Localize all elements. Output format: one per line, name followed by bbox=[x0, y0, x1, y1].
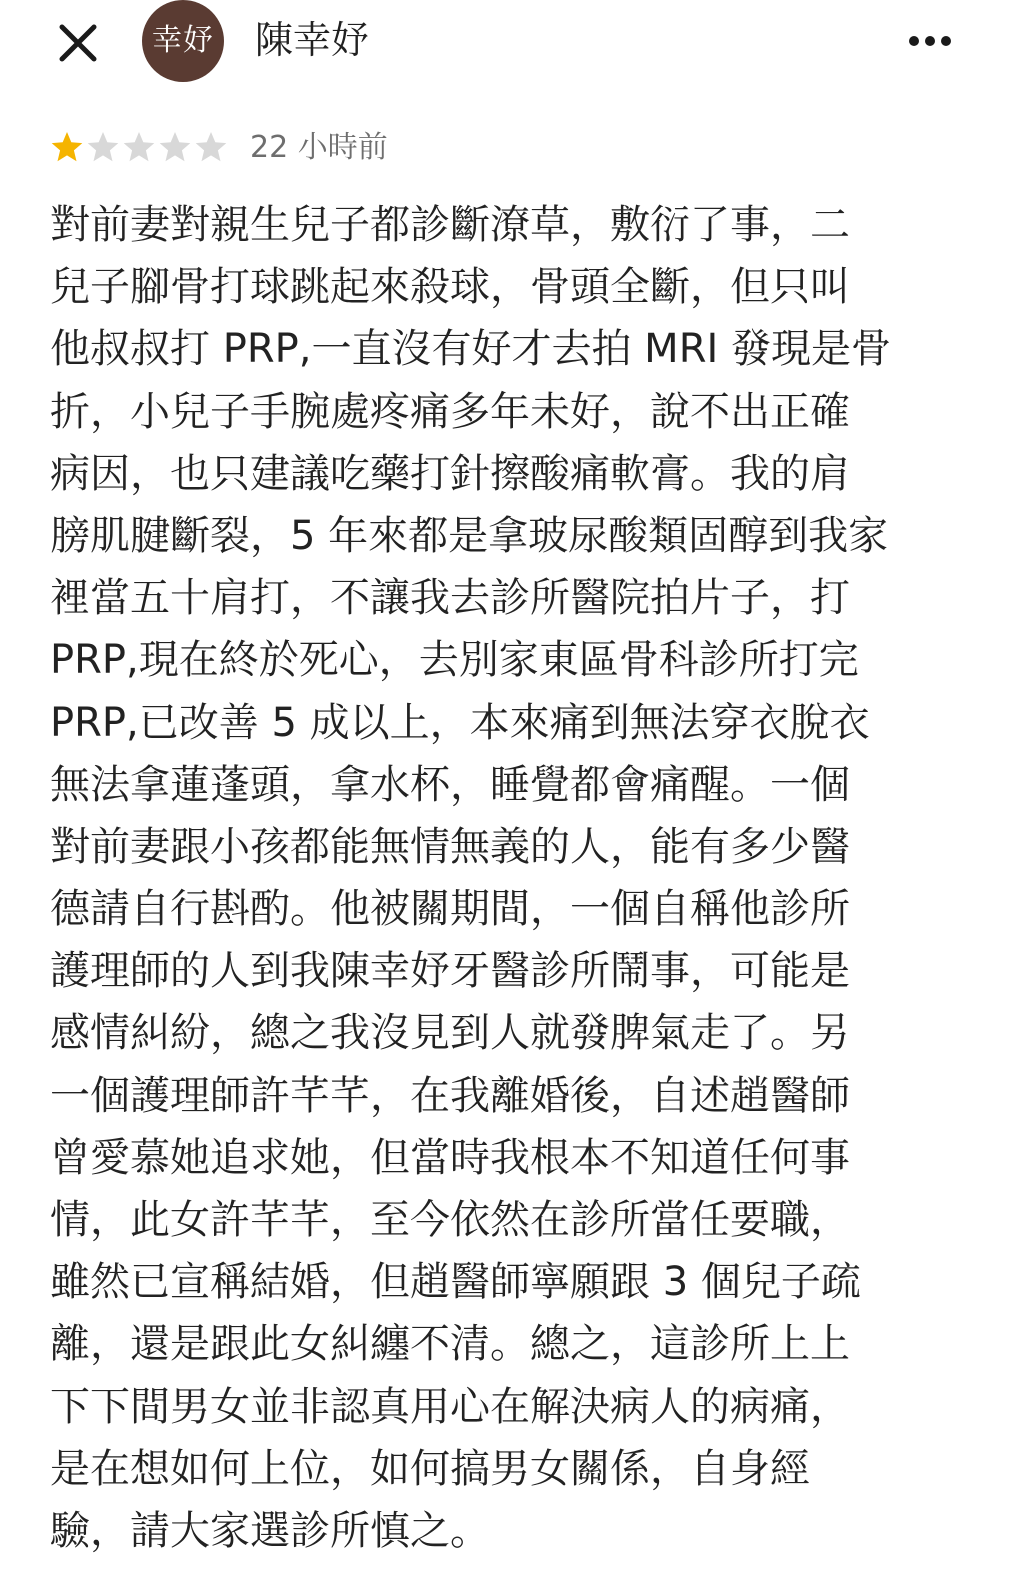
review-line: 病因，也只建議吃藥打針擦酸痛軟膏。我的肩 bbox=[50, 450, 850, 497]
star-empty-icon bbox=[122, 130, 156, 164]
review-line: 是在想如何上位，如何搞男女關係，自身經 bbox=[50, 1445, 810, 1492]
review-line: 情，此女許芊芊，至今依然在診所當任要職， bbox=[50, 1197, 850, 1243]
review-line: 護理師的人到我陳幸妤牙醫診所鬧事，可能是 bbox=[50, 948, 850, 995]
star-empty-icon bbox=[158, 130, 192, 164]
review-time: 22 小時前 bbox=[250, 130, 388, 165]
user-name[interactable]: 陳幸妤 bbox=[255, 18, 370, 62]
review-line: 折，小兒子手腕處疼痛多年未好，說不出正確 bbox=[50, 388, 850, 435]
rating-row bbox=[50, 128, 550, 168]
review-line: 德請自行斟酌。他被關期間，一個自稱他診所 bbox=[50, 886, 850, 933]
review-line: 對前妻跟小孩都能無情無義的人，能有多少醫 bbox=[50, 823, 850, 870]
more-icon bbox=[902, 25, 958, 57]
review-text bbox=[50, 194, 970, 1562]
review-line: 裡當五十肩打，不讓我去診所醫院拍片子，打 bbox=[50, 575, 850, 622]
review-line: PRP,現在終於死心，去別家東區骨科診所打完 bbox=[50, 637, 859, 684]
review-line: 兒子腳骨打球跳起來殺球，骨頭全斷，但只叫 bbox=[50, 264, 850, 311]
star-empty-icon bbox=[194, 130, 228, 164]
review-line: 無法拿蓮蓬頭，拿水杯，睡覺都會痛醒。一個 bbox=[50, 761, 850, 808]
review-header bbox=[0, 0, 1024, 100]
review-line: 一個護理師許芊芊，在我離婚後，自述趙醫師 bbox=[50, 1072, 850, 1119]
star-rating bbox=[50, 130, 228, 166]
review-line: PRP,已改善 5 成以上，本來痛到無法穿衣脫衣 bbox=[50, 699, 870, 746]
close-button[interactable] bbox=[50, 15, 106, 71]
star-empty-icon bbox=[86, 130, 120, 164]
review-line: 對前妻對親生兒子都診斷潦草，敷衍了事，二 bbox=[50, 202, 850, 248]
review-line: 曾愛慕她追求她，但當時我根本不知道任何事 bbox=[50, 1134, 850, 1181]
review-line: 他叔叔打 PRP,一直沒有好才去拍 MRI 發現是骨 bbox=[50, 326, 891, 373]
review-line: 膀肌腱斷裂，5 年來都是拿玻尿酸類固醇到我家 bbox=[50, 512, 889, 559]
review-line: 離，還是跟此女糾纏不清。總之，這診所上上 bbox=[50, 1321, 850, 1368]
review-line: 驗，請大家選診所慎之。 bbox=[50, 1507, 490, 1554]
review-line: 雖然已宣稱結婚，但趙醫師寧願跟 3 個兒子疏 bbox=[50, 1259, 861, 1306]
close-icon bbox=[50, 15, 106, 71]
more-options-button[interactable] bbox=[902, 25, 958, 57]
star-filled-icon bbox=[50, 130, 84, 164]
avatar[interactable]: 幸妤 bbox=[142, 0, 224, 82]
review-line: 下下間男女並非認真用心在解決病人的病痛， bbox=[50, 1383, 850, 1430]
review-line: 感情糾紛，總之我沒見到人就發脾氣走了。另 bbox=[50, 1010, 850, 1057]
